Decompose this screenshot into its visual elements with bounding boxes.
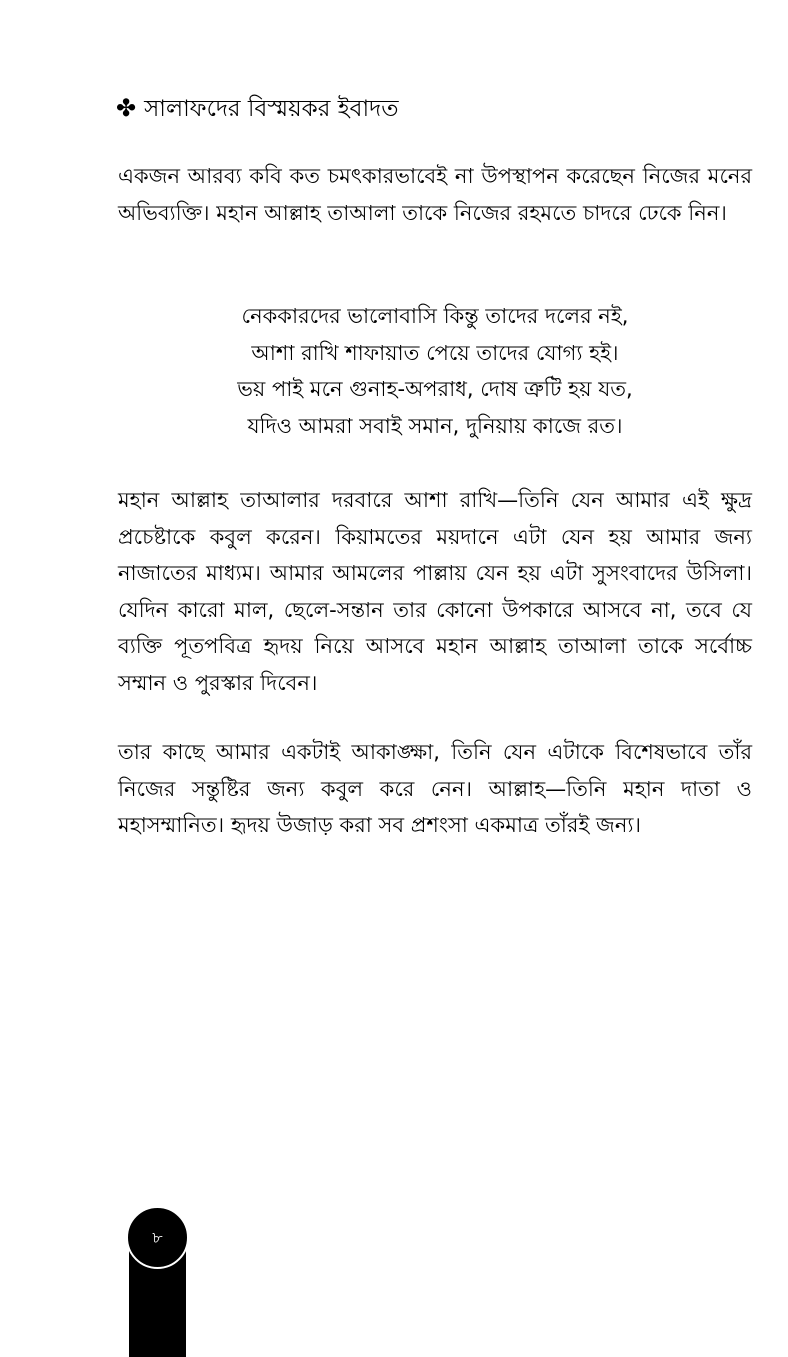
closing-paragraph: তার কাছে আমার একটাই আকাঙ্ক্ষা, তিনি যেন এটাকে বিশেষভাবে তাঁর নিজের সন্তুষ্টির জন্য কবুল করে নেন। আল্লাহ—তিনি মহান দাতা ও মহাসম্মানিত। হৃদয় উজাড় করা সব প্রশংসা একমাত্র তাঁরই জন্য। — [118, 740, 752, 837]
page-number: ৮ — [152, 1227, 163, 1247]
page-number-badge — [126, 1206, 189, 1269]
section-title: সালাফদের বিস্ময়কর ইবাদত — [144, 96, 399, 122]
poem-block — [118, 298, 752, 444]
flower-ornament-icon: ✤ — [116, 94, 137, 122]
poem-line: ভয় পাই মনে গুনাহ-অপরাধ, দোষ ত্রুটি হয় যত, — [237, 377, 633, 401]
poem-line: নেককারদের ভালোবাসি কিন্তু তাদের দলের নই, — [241, 304, 629, 328]
hope-paragraph: মহান আল্লাহ তাআলার দরবারে আশা রাখি—তিনি যেন আমার এই ক্ষুদ্র প্রচেষ্টাকে কবুল করেন। কিয়ামতের ময়দানে এটা যেন হয় আমার জন্য নাজাতের মাধ্যম। আমার আমলের পাল্লায় যেন হয় এটা সুসংবাদের উসিলা। যেদিন কারো মাল, ছেলে-সন্তান তার কোনো উপকারে আসবে না, তবে যে ব্যক্তি পূতপবিত্র হৃদয় নিয়ে আসবে মহান আল্লাহ তাআলা তাকে সর্বোচ্চ সম্মান ও পুরস্কার দিবেন। — [118, 488, 752, 695]
poem-line: আশা রাখি শাফায়াত পেয়ে তাদের যোগ্য হই। — [251, 340, 619, 365]
poem-line: যদিও আমরা সবাই সমান, দুনিয়ায় কাজে রত। — [247, 413, 623, 438]
intro-paragraph: একজন আরব্য কবি কত চমৎকারভাবেই না উপস্থাপন করেছেন নিজের মনের অভিব্যক্তি। মহান আল্লাহ তাআলা তাকে নিজের রহমতে চাদরে ঢেকে নিন। — [118, 164, 752, 225]
section-heading — [116, 92, 398, 125]
